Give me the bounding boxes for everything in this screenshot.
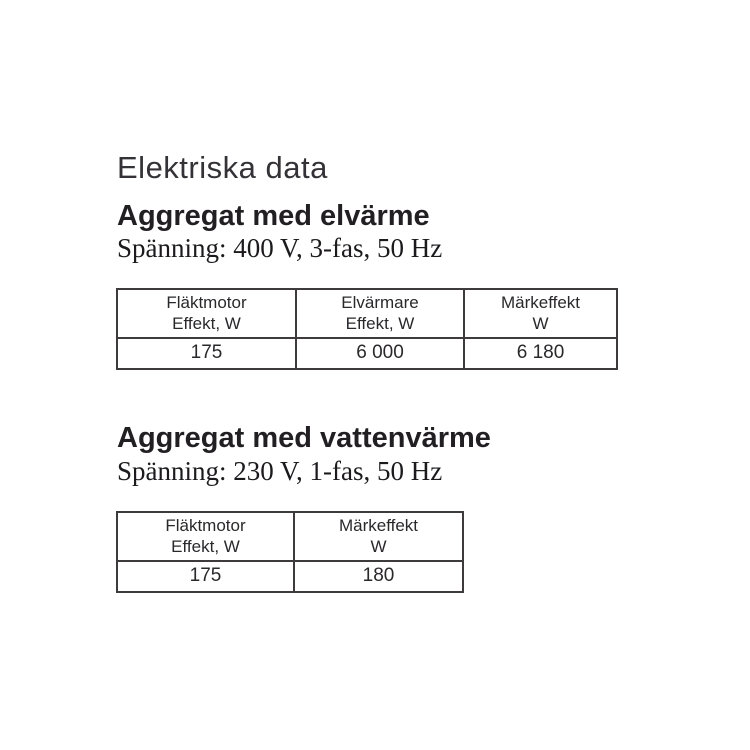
column-header-fan-motor bbox=[117, 289, 296, 338]
column-header-line1: Märkeffekt bbox=[338, 516, 419, 535]
column-header-line2: Effekt, W bbox=[171, 537, 240, 556]
value-electric-heater-power: 6 000 bbox=[296, 338, 464, 369]
section-heading-electric-heating: Aggregat med elvärme bbox=[117, 200, 430, 232]
column-header-rated-power bbox=[464, 289, 617, 338]
column-header-line1: Fläktmotor bbox=[165, 516, 246, 535]
value-fan-motor-power: 175 bbox=[117, 561, 294, 592]
column-header-line1: Märkeffekt bbox=[500, 293, 581, 312]
column-header-line2: Effekt, W bbox=[345, 314, 415, 333]
column-header-line1: Fläktmotor bbox=[166, 293, 247, 312]
table-value-row bbox=[117, 561, 463, 592]
column-header-line2: W bbox=[370, 537, 387, 556]
column-header-line1: Elvärmare bbox=[341, 293, 419, 312]
column-header-line2: Effekt, W bbox=[172, 314, 241, 333]
section-heading-water-heating: Aggregat med vattenvärme bbox=[117, 422, 491, 454]
page-title: Elektriska data bbox=[117, 150, 328, 185]
table-header-row bbox=[117, 512, 463, 561]
column-header-rated-power bbox=[294, 512, 463, 561]
voltage-spec-electric-heating: Spänning: 400 V, 3-fas, 50 Hz bbox=[117, 233, 443, 263]
water-heating-table bbox=[116, 511, 464, 593]
voltage-spec-water-heating: Spänning: 230 V, 1-fas, 50 Hz bbox=[117, 456, 443, 486]
column-header-electric-heater bbox=[296, 289, 464, 338]
column-header-line2: W bbox=[532, 314, 549, 333]
column-header-fan-motor bbox=[117, 512, 294, 561]
table-header-row bbox=[117, 289, 617, 338]
table-value-row bbox=[117, 338, 617, 369]
electric-heating-table bbox=[116, 288, 618, 370]
value-fan-motor-power: 175 bbox=[117, 338, 296, 369]
value-rated-power: 180 bbox=[294, 561, 463, 592]
value-rated-power: 6 180 bbox=[464, 338, 617, 369]
